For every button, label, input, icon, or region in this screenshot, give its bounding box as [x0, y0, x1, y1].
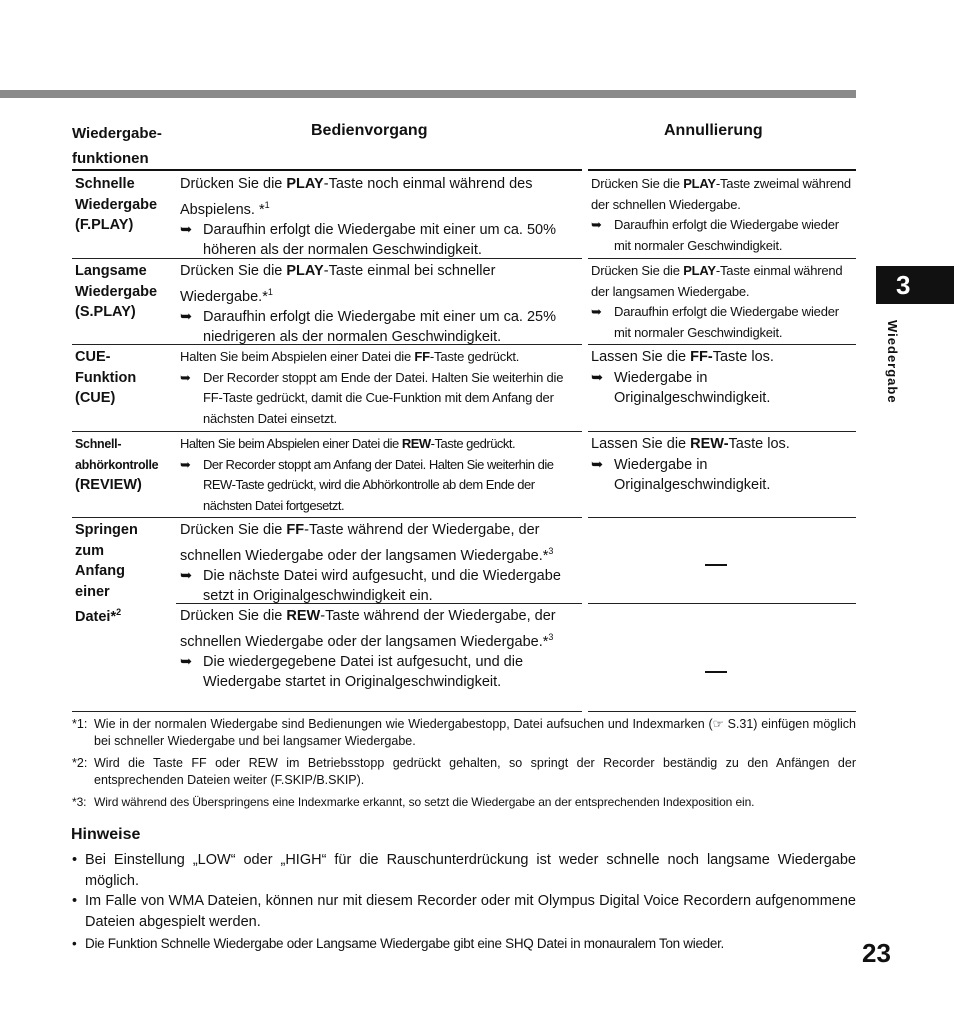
key-name: FF	[286, 522, 305, 538]
result-line	[180, 368, 580, 430]
table-rule	[72, 431, 582, 432]
note-item-text: Im Falle von WMA Dateien, können nur mit diesem Recorder oder mit Olympus Digital Voice Recordern aufgenommene Dateien abgespielt werden.	[85, 893, 856, 930]
table-rule	[72, 711, 582, 712]
result-line	[591, 368, 814, 409]
operation-cue	[180, 347, 580, 429]
op-text: Drücken Sie die	[180, 522, 287, 538]
note-item-text: Die Funktion Schnelle Wiedergabe oder Langsame Wiedergabe gibt eine SHQ Datei in monauralem Ton wieder.	[85, 936, 724, 951]
function-cue-line: Funktion	[75, 369, 137, 386]
function-review-line: (REVIEW)	[75, 477, 142, 493]
chapter-tab	[876, 266, 954, 304]
arrow-icon: ➥	[591, 304, 602, 319]
cancel-fplay	[591, 174, 856, 256]
function-skip-line: Datei*	[75, 608, 117, 625]
footnote-ref: 1	[267, 286, 273, 297]
footnote-tag: *2:	[72, 756, 88, 770]
function-review-line: abhörkontrolle	[75, 457, 159, 472]
result-text: Wiedergabe in Originalgeschwindigkeit.	[614, 456, 771, 493]
cancel-cue	[591, 347, 853, 409]
result-text: Der Recorder stoppt am Ende der Datei. Halten Sie weiterhin die FF-Taste gedrückt, damit die Cue-Funktion mit dem Anfang der nächsten Datei einsetzt.	[203, 369, 564, 426]
key-name: PLAY	[286, 263, 324, 279]
arrow-icon: ➥	[180, 653, 193, 670]
header-bar	[0, 90, 856, 98]
key-name: PLAY	[286, 176, 324, 192]
op-text: Halten Sie beim Abspielen einer Datei die	[180, 436, 402, 451]
result-line	[180, 307, 580, 348]
footnote-text: Wird die Taste FF oder REW im Betriebsstopp gedrückt gehalten, so springt der Recorder beständig zu den Anfängen der entsprechenden Dateien weiter (F.SKIP/B.SKIP).	[94, 756, 856, 787]
header-functions-line1: Wiedergabe-	[72, 125, 162, 142]
result-text: Daraufhin erfolgt die Wiedergabe wieder mit normaler Geschwindigkeit.	[614, 304, 839, 340]
arrow-icon: ➥	[591, 369, 604, 386]
table-rule	[588, 603, 856, 604]
bullet-icon: •	[72, 893, 78, 909]
no-cancel-dash	[705, 671, 727, 673]
op-text: -Taste gedrückt.	[430, 436, 516, 451]
cancel-splay	[591, 261, 856, 343]
footnote-text: Wie in der normalen Wiedergabe sind Bedienungen wie Wiedergabestopp, Datei aufsuchen und Indexmarken (☞ S.31) einfügen möglich bei schneller Wiedergabe und bei langsamer Wiedergabe.	[94, 717, 856, 748]
result-line	[591, 455, 814, 496]
result-line	[180, 455, 580, 517]
arrow-icon: ➥	[180, 369, 191, 385]
arrow-icon: ➥	[180, 456, 191, 472]
key-name: REW-	[690, 436, 729, 452]
function-cue	[75, 347, 175, 409]
footnote-2	[72, 755, 856, 789]
function-review-line: Schnell-	[75, 437, 122, 451]
footnote-text: Wird während des Überspringens eine Indexmarke erkannt, so setzt die Wiedergabe an der entsprechenden Indexposition ein.	[94, 795, 755, 809]
arrow-icon: ➥	[180, 221, 193, 238]
operation-fplay	[180, 174, 580, 261]
op-text: -Taste einmal bei schneller Wiedergabe.*	[180, 263, 496, 305]
table-rule	[588, 169, 856, 171]
function-fplay-line: Schnelle	[75, 176, 135, 192]
arrow-icon: ➥	[591, 456, 604, 473]
footnote-ref: 3	[548, 631, 554, 642]
operation-splay	[180, 261, 580, 348]
table-rule	[72, 517, 582, 518]
function-fplay	[75, 174, 175, 236]
footnote-1	[72, 716, 856, 750]
bullet-icon: •	[72, 852, 78, 868]
result-line	[591, 302, 856, 343]
key-name: FF-	[690, 349, 713, 365]
result-line	[591, 215, 856, 256]
result-text: Die nächste Datei wird aufgesucht, und die Wiedergabe setzt in Originalgeschwindigkeit ein.	[203, 567, 561, 605]
operation-skip-rew	[180, 606, 580, 693]
function-splay-line: Wiedergabe	[75, 283, 158, 300]
result-text: Wiedergabe in Originalgeschwindigkeit.	[614, 369, 771, 406]
cancel-text: Taste los.	[712, 349, 774, 365]
table-rule	[72, 169, 582, 171]
note-item	[72, 891, 856, 933]
key-name: PLAY	[683, 263, 716, 278]
cancel-text: Taste los.	[728, 436, 790, 452]
result-text: Daraufhin erfolgt die Wiedergabe mit einer um ca. 25% niedrigeren als der normalen Geschwindigkeit.	[203, 308, 557, 346]
arrow-icon: ➥	[180, 308, 193, 325]
footnote-ref: 1	[264, 199, 270, 210]
notes-heading: Hinweise	[71, 826, 141, 843]
cancel-text: Drücken Sie die	[591, 263, 684, 278]
op-text: -Taste noch einmal während des Abspielens. *	[180, 176, 533, 218]
function-skip	[75, 520, 175, 627]
op-text: -Taste gedrückt.	[429, 349, 520, 364]
table-rule	[588, 431, 856, 432]
op-text: Drücken Sie die	[180, 263, 287, 279]
operation-review	[180, 434, 580, 516]
note-item	[72, 933, 856, 954]
key-name: PLAY	[683, 176, 716, 191]
header-functions-line2: funktionen	[72, 150, 149, 167]
op-text: -Taste während der Wiedergabe, der schnellen Wiedergabe oder der langsamen Wiedergabe.*	[180, 522, 549, 564]
table-rule	[588, 258, 856, 259]
result-text: Daraufhin erfolgt die Wiedergabe wieder mit normaler Geschwindigkeit.	[614, 217, 839, 253]
result-line	[180, 220, 580, 261]
result-text: Der Recorder stoppt am Anfang der Datei. Halten Sie weiterhin die REW-Taste gedrückt, wird die Abhörkontrolle ab dem Ende der nächsten Datei fortgesetzt.	[203, 456, 554, 513]
op-text: -Taste während der Wiedergabe, der schnellen Wiedergabe oder der langsamen Wiedergabe.*	[180, 608, 556, 650]
footnote-tag: *3:	[72, 795, 87, 809]
key-name: FF	[414, 349, 430, 364]
cancel-text: Drücken Sie die	[591, 176, 684, 191]
result-text: Die wiedergegebene Datei ist aufgesucht, und die Wiedergabe startet in Originalgeschwindigkeit.	[203, 653, 524, 691]
cancel-review	[591, 434, 853, 496]
operation-skip-ff	[180, 520, 580, 607]
function-splay-line: (S.PLAY)	[75, 304, 136, 320]
op-text: Drücken Sie die	[180, 608, 287, 624]
cancel-text: -Taste zweimal während der schnellen Wiedergabe.	[591, 176, 851, 212]
function-cue-line: (CUE)	[75, 390, 116, 406]
result-text: Daraufhin erfolgt die Wiedergabe mit einer um ca. 50% höheren als der normalen Geschwindigkeit.	[203, 221, 557, 259]
header-functions	[72, 121, 172, 171]
function-skip-line: einer	[75, 583, 110, 600]
function-fplay-line: (F.PLAY)	[75, 217, 134, 233]
function-skip-line: zum	[75, 542, 104, 559]
function-skip-line: Anfang	[75, 563, 125, 579]
footnote-ref: 3	[548, 545, 554, 556]
page-number: 23	[862, 938, 891, 968]
chapter-label: Wiedergabe	[885, 320, 900, 404]
cancel-text: -Taste einmal während der langsamen Wiedergabe.	[591, 263, 843, 299]
op-text: Halten Sie beim Abspielen einer Datei die	[180, 349, 415, 364]
cancel-text: Lassen Sie die	[591, 436, 691, 452]
arrow-icon: ➥	[591, 217, 602, 232]
footnote-3	[72, 794, 856, 811]
chapter-number: 3	[896, 269, 911, 300]
arrow-icon: ➥	[180, 567, 193, 584]
header-operation: Bedienvorgang	[311, 122, 428, 139]
function-cue-line: CUE-	[75, 349, 111, 365]
op-text: Drücken Sie die	[180, 176, 287, 192]
footnote-tag: *1:	[72, 717, 88, 731]
function-splay	[75, 261, 175, 323]
cancel-text: Lassen Sie die	[591, 349, 691, 365]
result-line	[180, 652, 580, 693]
function-fplay-line: Wiedergabe	[75, 196, 158, 213]
footnote-ref: 2	[116, 607, 122, 617]
note-item	[72, 850, 856, 892]
table-rule	[588, 344, 856, 345]
function-splay-line: Langsame	[75, 263, 147, 279]
table-rule	[588, 711, 856, 712]
result-line	[180, 566, 580, 607]
key-name: REW	[286, 608, 321, 624]
table-rule	[588, 517, 856, 518]
function-review	[75, 434, 175, 496]
function-skip-line: Springen	[75, 522, 138, 538]
note-item-text: Bei Einstellung „LOW“ oder „HIGH“ für die Rauschunterdrückung ist weder schnelle noch langsame Wiedergabe möglich.	[85, 852, 856, 889]
no-cancel-dash	[705, 564, 727, 566]
header-cancel: Annullierung	[664, 122, 763, 139]
bullet-icon: •	[72, 936, 77, 951]
key-name: REW	[401, 436, 431, 451]
